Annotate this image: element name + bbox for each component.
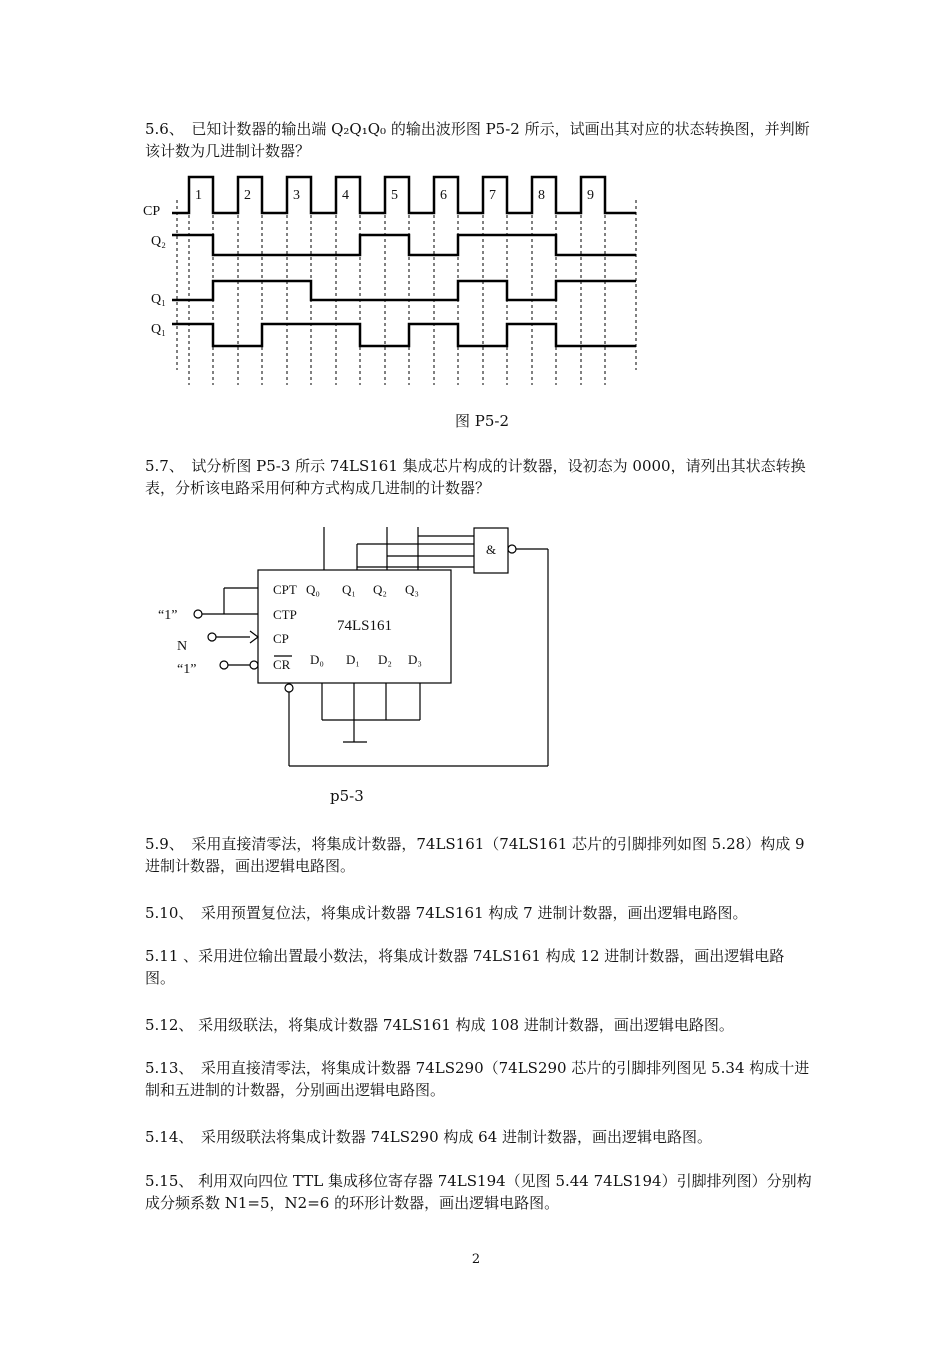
question-5-11: 5.11 、采用进位输出置最小数法，将集成计数器 74LS161 构成 12 进制计数器，画出逻辑电路图。 [145, 947, 785, 987]
clock-pulse-label: 4 [342, 188, 349, 203]
page-number: 2 [471, 1252, 481, 1267]
clock-pulse-label: 1 [195, 188, 202, 203]
question-5-10: 5.10、 采用预置复位法，将集成计数器 74LS161 构成 7 进制计数器，画出逻辑电路图。 [145, 904, 748, 922]
d3-pin: D₃ [408, 652, 422, 667]
question-5-14: 5.14、 采用级联法将集成计数器 74LS290 构成 64 进制计数器，画出逻辑电路图。 [145, 1128, 713, 1146]
question-5-6: 5.6、 已知计数器的输出端 Q₂Q₁Q₀ 的输出波形图 P5-2 所示，试画出其对应的状态转换图，并判断该计数为几进制计数器？ [145, 120, 810, 160]
q2-label: Q₂ [151, 234, 166, 249]
d2-pin: D₂ [378, 652, 392, 667]
clock-pulse-label: 8 [538, 188, 545, 203]
q2-pin: Q₂ [373, 582, 387, 597]
chip-label: 74LS161 [337, 618, 393, 634]
question-5-9: 5.9、 采用直接清零法，将集成计数器，74LS161（74LS161 芯片的引脚排列如图 5.28）构成 9 进制计数器，画出逻辑电路图。 [145, 835, 805, 875]
question-5-13: 5.13、 采用直接清零法，将集成计数器 74LS290（74LS290 芯片的引脚排列图见 5.34 构成十进制和五进制的计数器，分别画出逻辑电路图。 [145, 1059, 810, 1099]
question-5-7: 5.7、 试分析图 P5-3 所示 74LS161 集成芯片构成的计数器，设初态为 0000，请列出其状态转换表，分析该电路采用何种方式构成几进制的计数器？ [145, 457, 806, 497]
q0-label: Q₁ [151, 322, 166, 337]
q0-pin: Q₀ [306, 582, 320, 597]
d0-pin: D₀ [310, 652, 324, 667]
clock-pulse-label: 5 [391, 188, 398, 203]
q1-pin: Q₁ [342, 582, 356, 597]
clock-pulse-label: 6 [440, 188, 447, 203]
cp-pin: CP [273, 631, 289, 646]
figure-caption-p5-3: p5-3 [330, 787, 364, 805]
d1-pin: D₁ [346, 652, 360, 667]
clock-pulse-label: 3 [293, 188, 300, 203]
figure-caption-p5-2: 图 P5-2 [455, 412, 510, 430]
input-n: N [177, 639, 188, 654]
clock-pulse-label: 7 [489, 188, 496, 203]
ctp-pin: CTP [273, 607, 297, 622]
cp-label: CP [143, 204, 161, 219]
and-symbol: & [486, 542, 497, 557]
clock-pulse-label: 9 [587, 188, 594, 203]
question-5-15: 5.15、 利用双向四位 TTL 集成移位寄存器 74LS194（见图 5.44 74LS194）引脚排列图）分别构成分频系数 N1=5，N2=6 的环形计数器，画出逻辑电路图。 [145, 1172, 812, 1212]
q1-label: Q₁ [151, 292, 166, 307]
cpt-pin: CPT [273, 582, 297, 597]
input-one-top: “1” [158, 608, 178, 623]
cr-pin: CR [273, 657, 291, 672]
question-5-12: 5.12、 采用级联法，将集成计数器 74LS161 构成 108 进制计数器，画出逻辑电路图。 [145, 1016, 734, 1034]
q3-pin: Q₃ [405, 582, 419, 597]
and-gate-inverter-bubble [508, 545, 516, 553]
input-one-bottom: “1” [177, 662, 197, 677]
clock-pulse-label: 2 [244, 188, 251, 203]
